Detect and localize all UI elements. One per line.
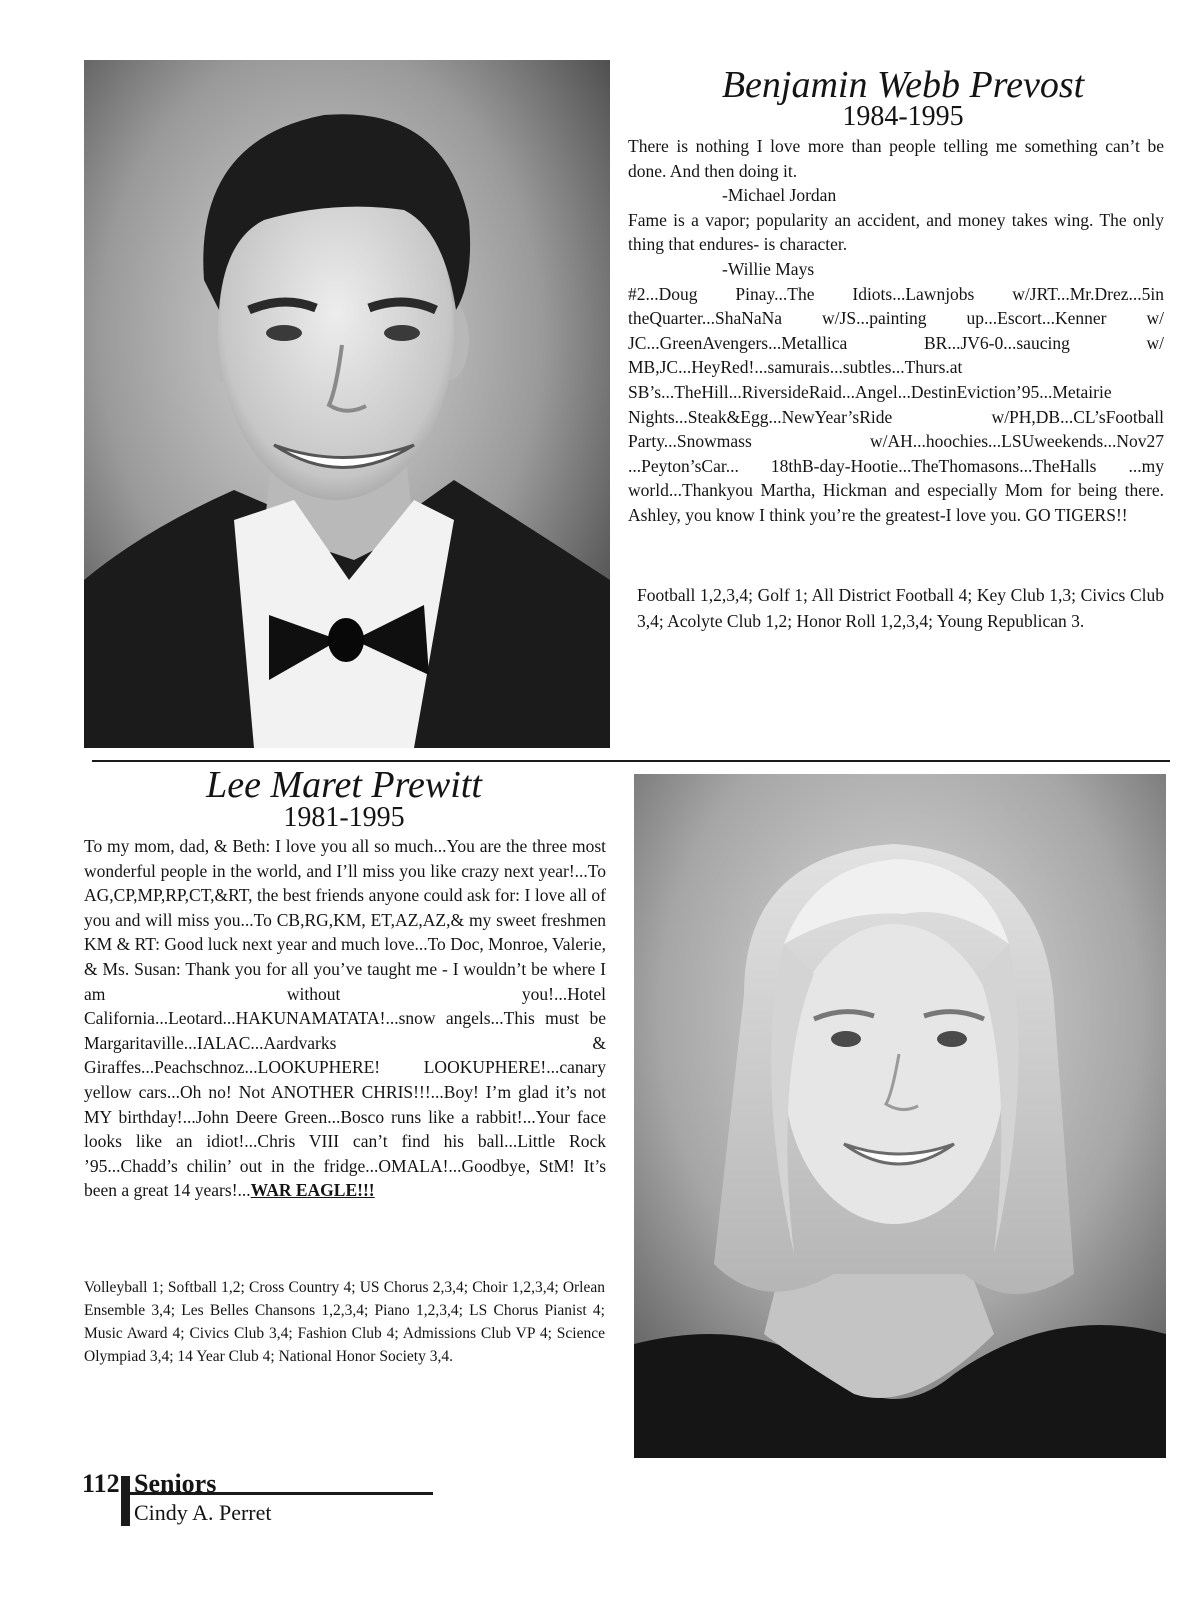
senior-activities: Football 1,2,3,4; Golf 1; All District Football 4; Key Club 1,3; Civics Club 3,4; Acolyte Club 1,2; Honor Roll 1,2,3,4; Young Republican 3. bbox=[637, 585, 1164, 631]
photographer-credit: Cindy A. Perret bbox=[134, 1500, 272, 1525]
quote-attribution: -Michael Jordan bbox=[722, 185, 837, 206]
page-number: 112 bbox=[82, 1469, 120, 1498]
senior-message bbox=[84, 834, 606, 1203]
senior-portrait-benjamin bbox=[84, 60, 610, 748]
senior-message bbox=[628, 134, 1164, 528]
section-title: Seniors bbox=[134, 1469, 217, 1498]
personal-message: #2...Doug Pinay...The Idiots...Lawnjobs w/JRT...Mr.Drez...5in theQuarter...ShaNaNa w/JS...painting up...Escort...Kenner w/ JC...GreenAvengers...Metallica BR...JV6-0...saucing w/ MB,JC...HeyRed!...samurais...subtles...Thurs.at SB’s...TheHill...RiversideRaid...Angel...DestinEviction’95...Metairie Nights...Steak&Egg...NewYear’sRide w/PH,DB...CL’sFootball Party...Snowmass w/AH...hoochies...LSUweekends...Nov27 ...Peyton’sCar... 18thB-day-Hootie...TheThomasons...TheHalls ...my world...Thankyou Martha, Hickman and especially Mom for being there. Ashley, you know I think you’re the greatest-I love you. GO TIGERS!! bbox=[628, 283, 1164, 525]
senior-name: Lee Maret Prewitt bbox=[206, 764, 482, 806]
personal-message: To my mom, dad, & Beth: I love you all so much...You are the three most wonderful people in the world, and I’ll miss you like crazy next year!...To AG,CP,MP,RP,CT,&RT, the best friends anyone could ask for: I love all of you and will miss you...To CB,RG,KM, ET,AZ,AZ,& my sweet freshmen KM & RT: Good luck next year and much love...To Doc, Monroe, Valerie, & Ms. Susan: Thank you for all you’ve taught me - I wouldn’t be where I am without you!...Hotel California...Leotard...HAKUNAMATATA!...snow angels...This must be Margaritaville...IALAC...Aardvarks & Giraffes...Peachschnoz...LOOKUPHERE! LOOKUPHERE!...canary yellow cars...Oh no! Not ANOTHER CHRIS!!!...Boy! I’m glad it’s not MY birthday!...John Deere Green...Bosco runs like a rabbit!...Your face looks like an idiot!...Chris VIII can’t find his ball...Little Rock ’95...Chadd’s chilin’ out in the fridge...OMALA!...Goodbye, StM! It’s been a great 14 years!... bbox=[84, 836, 606, 1201]
personal-message-paragraph bbox=[84, 834, 606, 1203]
senior-years: 1981-1995 bbox=[283, 802, 405, 833]
closing-cheer: WAR EAGLE!!! bbox=[250, 1180, 375, 1201]
senior-name: Benjamin Webb Prevost bbox=[721, 64, 1085, 106]
senior-activities: Volleyball 1; Softball 1,2; Cross Country 4; US Chorus 2,3,4; Choir 1,2,3,4; Orlean Ensemble 3,4; Les Belles Chansons 1,2,3,4; Piano 1,2,3,4; LS Chorus Pianist 4; Music Award 4; Civics Club 3,4; Fashion Club 4; Admissions Club VP 4; Science Olympiad 3,4; 14 Year Club 4; National Honor Society 3,4. bbox=[84, 1279, 605, 1365]
quote-text: Fame is a vapor; popularity an accident, and money takes wing. The only thing that endures- is character. bbox=[628, 209, 1164, 255]
senior-portrait-lee bbox=[634, 774, 1166, 1458]
section-divider bbox=[92, 760, 1170, 762]
quote-text: There is nothing I love more than people telling me something can’t be done. And then doing it. bbox=[628, 136, 1164, 181]
senior-years: 1984-1995 bbox=[842, 101, 964, 132]
quote-attribution: -Willie Mays bbox=[722, 258, 815, 279]
footer-divider-bar bbox=[121, 1476, 130, 1526]
